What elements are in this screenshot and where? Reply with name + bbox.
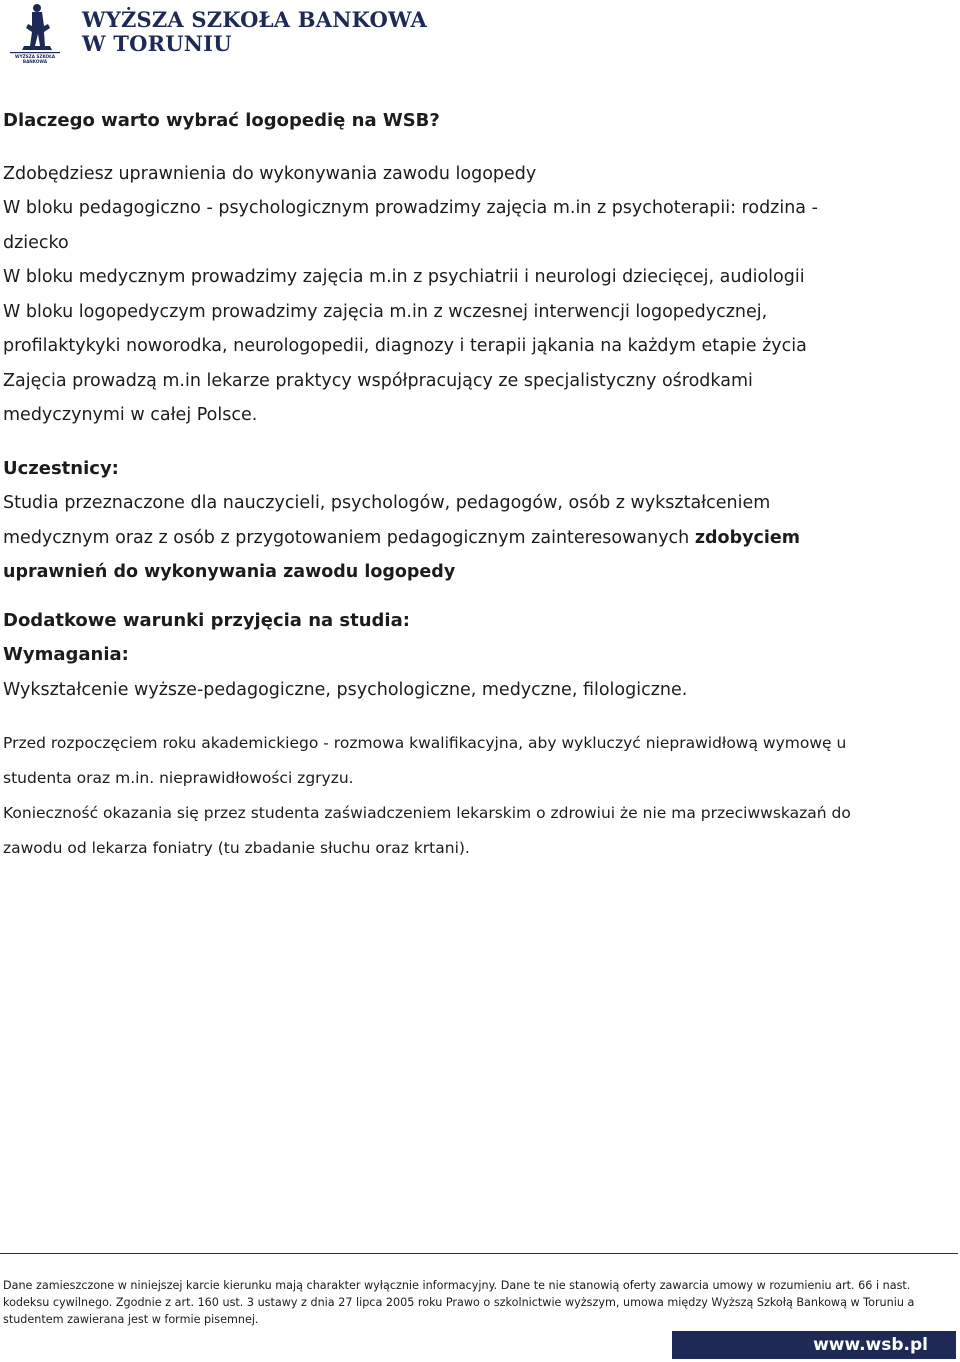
disclaimer-line: studentem zawierana jest w formie pisemnej. [3,1312,259,1326]
participants-heading: Uczestnicy: [3,457,119,479]
benefit-line: profilaktykyki noworodka, neurologopedii, diagnozy i terapii jąkania na każdym etapie życia [3,336,807,356]
benefit-line: medyczynymi w całej Polsce. [3,405,258,425]
benefit-line: Zajęcia prowadzą m.in lekarze praktycy współpracujący ze specjalistyczny ośrodkami [3,370,753,391]
website-url[interactable]: www.wsb.pl [813,1335,928,1355]
disclaimer-line: Dane zamieszczone w niniejszej karcie kierunku mają charakter wyłącznie informacyjny. Dane te nie stanowią oferty zawarcia umowy w rozumieniu art. 66 i nast. [3,1279,911,1292]
wsb-logo [4,2,427,66]
benefit-line: W bloku logopedyczym prowadzimy zajęcia m.in z wczesnej interwencji logopedycznej, [3,301,768,322]
program-description [3,104,953,866]
benefit-line: W bloku medycznym prowadzimy zajęcia m.in z psychiatrii i neurologi dziecięcej, audiologii [3,267,805,287]
wsb-emblem-icon [4,2,66,66]
benefit-line: W bloku pedagogiczno - psychologicznym prowadzimy zajęcia m.in z psychoterapii: rodzina - [3,198,818,218]
logo-line-1: WYŻSZA SZKOŁA BANKOWA [82,7,427,32]
logo-line-2: W TORUNIU [82,31,232,56]
requirements-heading: Wymagania: [3,644,129,665]
interview-text: studenta oraz m.in. nieprawidłowości zgryzu. [3,769,354,787]
requirements-text: Wykształcenie wyższe-pedagogiczne, psychologiczne, medyczne, filologiczne. [3,679,688,700]
conditions-heading: Dodatkowe warunki przyjęcia na studia: [3,609,410,631]
certificate-text: zawodu od lekarza foniatry (tu zbadanie słuchu oraz krtani). [3,839,470,857]
footer-divider [0,1253,958,1254]
benefit-line: dziecko [3,232,69,253]
benefit-line: Zdobędziesz uprawnienia do wykonywania zawodu logopedy [3,163,537,184]
svg-text:BANKOWA: BANKOWA [22,59,48,64]
logo-wordmark [82,8,427,56]
participants-text-normal: medycznym oraz z osób z przygotowaniem pedagogicznym zainteresowanych [3,527,695,548]
participants-text-bold-line: uprawnień do wykonywania zawodu logopedy [3,562,456,582]
disclaimer-line: kodeksu cywilnego. Zgodnie z art. 160 ust. 3 ustawy z dnia 27 lipca 2005 roku Prawo o szkolnictwie wyższym, umowa między Wyższą Szkołą Bankową w Toruniu a [3,1295,915,1309]
svg-text:WYŻSZA SZKOŁA: WYŻSZA SZKOŁA [14,54,56,59]
footer-disclaimer [3,1278,953,1328]
participants-text-bold: zdobyciem [694,527,800,548]
participants-text: Studia przeznaczone dla nauczycieli, psychologów, pedagogów, osób z wykształceniem [3,493,771,513]
website-banner [672,1331,956,1359]
certificate-text: Konieczność okazania się przez studenta zaświadczeniem lekarskim o zdrowiui że nie ma przeciwwskazań do [3,804,851,822]
page-heading: Dlaczego warto wybrać logopedię na WSB? [3,110,440,131]
interview-text: Przed rozpoczęciem roku akademickiego - rozmowa kwalifikacyjna, aby wykluczyć nieprawidłową wymowę u [3,734,847,752]
participants-text [3,521,953,556]
